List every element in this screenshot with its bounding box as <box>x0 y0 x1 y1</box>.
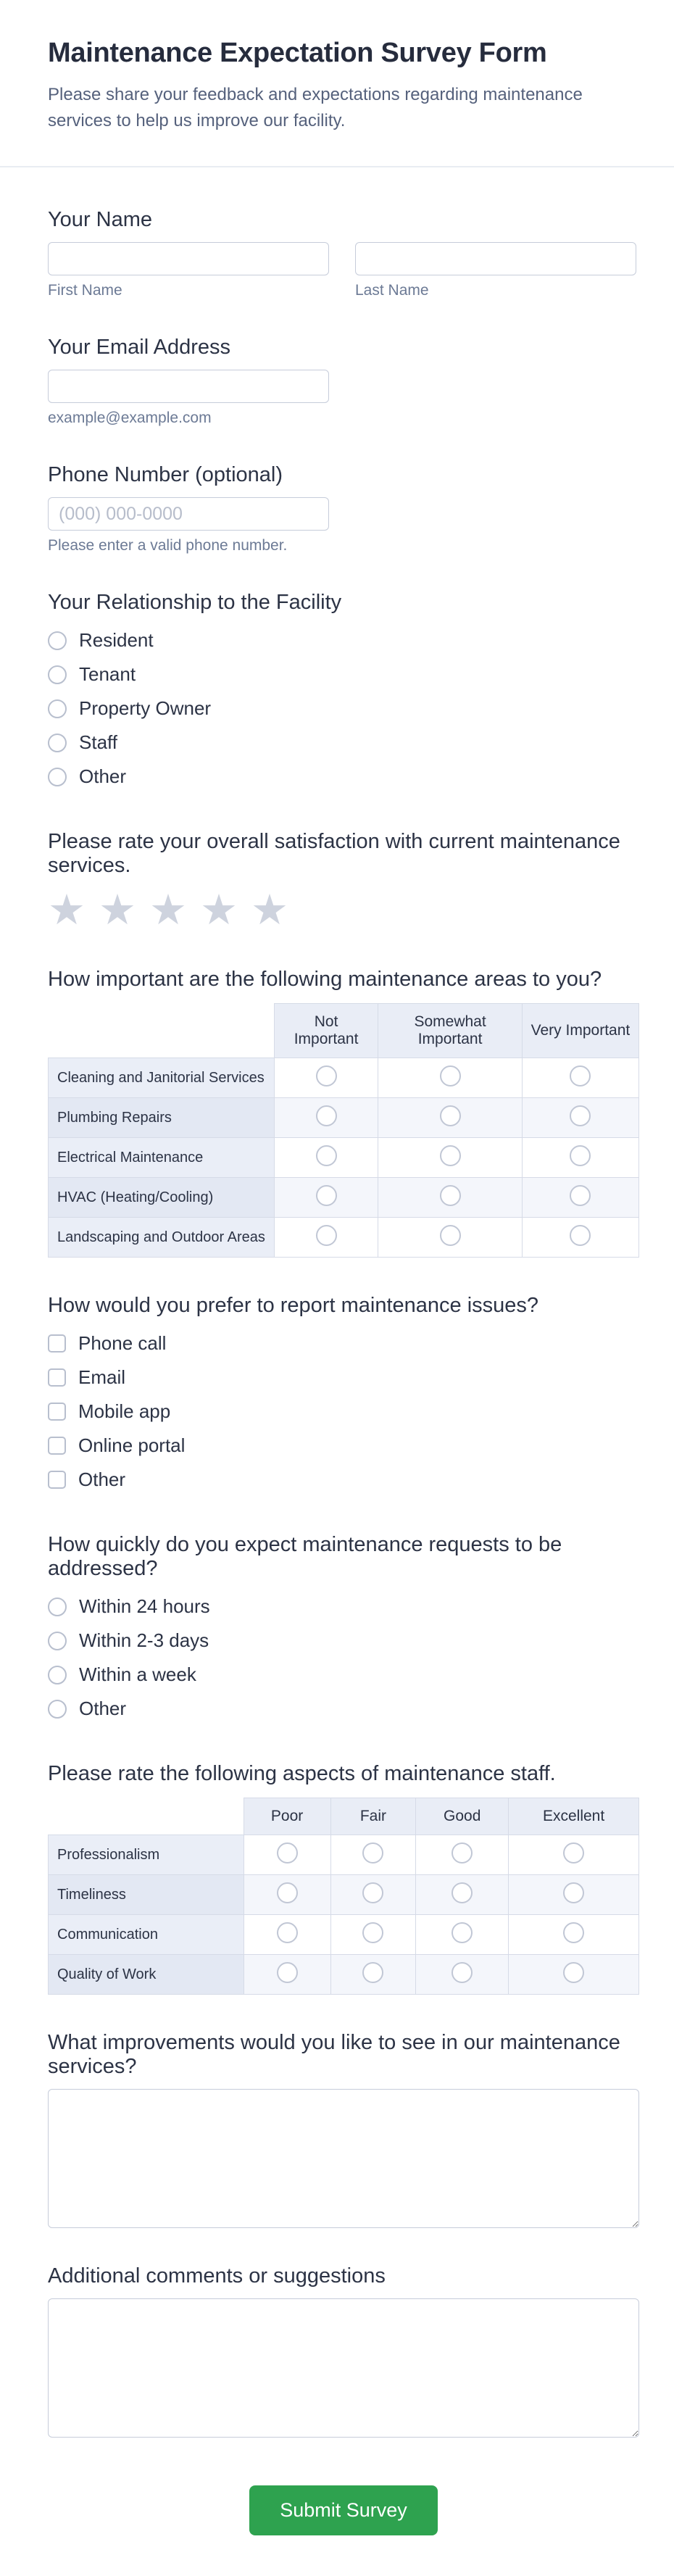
option-label: Within 24 hours <box>79 1595 210 1617</box>
matrix-row-label: Professionalism <box>49 1835 244 1875</box>
matrix-row <box>49 1098 639 1138</box>
radio-icon <box>48 1700 67 1719</box>
matrix-radio-cell[interactable] <box>330 1835 416 1875</box>
option-label: Email <box>78 1366 126 1388</box>
matrix-row-label: Quality of Work <box>49 1955 244 1995</box>
field-staff-matrix <box>48 1762 639 1995</box>
option-label: Within 2-3 days <box>79 1629 209 1651</box>
checkbox-option-mobile-app[interactable] <box>48 1395 639 1429</box>
matrix-row-label: Timeliness <box>49 1875 244 1915</box>
matrix-radio-cell[interactable] <box>274 1138 378 1178</box>
improvements-question-label: What improvements would you like to see in our maintenance services? <box>48 2031 620 2078</box>
matrix-radio-cell[interactable] <box>274 1218 378 1258</box>
improvements-textarea[interactable] <box>48 2089 639 2228</box>
radio-icon <box>563 1962 584 1983</box>
form-header <box>0 0 674 166</box>
radio-icon <box>277 1842 298 1864</box>
last-name-input[interactable] <box>355 242 636 275</box>
radio-icon <box>362 1962 383 1983</box>
name-inputs-row <box>48 242 639 299</box>
radio-icon <box>440 1105 461 1126</box>
field-your-name <box>48 208 639 299</box>
radio-icon <box>570 1145 591 1166</box>
matrix-col-header: Not Important <box>274 1004 378 1058</box>
matrix-row <box>49 1915 639 1955</box>
matrix-corner-cell <box>49 1004 275 1058</box>
matrix-header-row <box>49 1004 639 1058</box>
radio-option-resident[interactable] <box>48 623 639 657</box>
staff-question-label: Please rate the following aspects of maintenance staff. <box>48 1762 556 1785</box>
staff-matrix-table <box>48 1798 639 1995</box>
matrix-row-label: Communication <box>49 1915 244 1955</box>
star-icon-1[interactable]: ★ <box>48 886 86 934</box>
matrix-radio-cell[interactable] <box>509 1915 639 1955</box>
field-email <box>48 336 639 427</box>
radio-icon <box>316 1065 337 1087</box>
radio-icon <box>440 1065 461 1087</box>
matrix-row <box>49 1058 639 1098</box>
matrix-radio-cell[interactable] <box>378 1178 523 1218</box>
radio-option-property-owner[interactable] <box>48 691 639 726</box>
radio-icon <box>48 699 67 718</box>
star-icon-2[interactable]: ★ <box>99 886 136 934</box>
matrix-radio-cell[interactable] <box>509 1875 639 1915</box>
matrix-radio-cell[interactable] <box>522 1178 638 1218</box>
matrix-radio-cell[interactable] <box>378 1058 523 1098</box>
checkbox-option-other-report[interactable] <box>48 1463 639 1497</box>
matrix-radio-cell[interactable] <box>509 1955 639 1995</box>
matrix-col-header: Good <box>416 1798 509 1835</box>
importance-question-label: How important are the following maintenance areas to you? <box>48 968 602 991</box>
radio-icon <box>48 1597 67 1616</box>
radio-icon <box>48 1632 67 1650</box>
radio-icon <box>563 1842 584 1864</box>
checkbox-icon <box>48 1368 66 1387</box>
matrix-radio-cell[interactable] <box>416 1875 509 1915</box>
last-name-sublabel: Last Name <box>355 282 429 299</box>
email-sublabel: example@example.com <box>48 410 212 426</box>
matrix-radio-cell[interactable] <box>378 1218 523 1258</box>
relationship-options <box>48 623 639 794</box>
radio-icon <box>362 1922 383 1943</box>
radio-icon <box>362 1842 383 1864</box>
radio-icon <box>48 734 67 752</box>
radio-icon <box>440 1145 461 1166</box>
matrix-header-row <box>49 1798 639 1835</box>
matrix-row <box>49 1178 639 1218</box>
field-satisfaction <box>48 830 639 934</box>
matrix-radio-cell[interactable] <box>509 1835 639 1875</box>
matrix-radio-cell[interactable] <box>274 1058 378 1098</box>
relationship-question-label: Your Relationship to the Facility <box>48 591 342 614</box>
matrix-row-label: Plumbing Repairs <box>49 1098 275 1138</box>
radio-option-within-a-week[interactable] <box>48 1658 639 1692</box>
option-label: Tenant <box>79 663 136 685</box>
checkbox-icon <box>48 1403 66 1421</box>
checkbox-icon <box>48 1437 66 1455</box>
radio-icon <box>277 1922 298 1943</box>
matrix-col-header: Somewhat Important <box>378 1004 523 1058</box>
phone-question-label: Phone Number (optional) <box>48 463 283 486</box>
matrix-radio-cell[interactable] <box>416 1915 509 1955</box>
radio-icon <box>563 1922 584 1943</box>
matrix-row <box>49 1955 639 1995</box>
radio-icon <box>570 1105 591 1126</box>
matrix-radio-cell[interactable] <box>274 1098 378 1138</box>
matrix-row <box>49 1218 639 1258</box>
field-relationship <box>48 591 639 794</box>
first-name-subfield <box>48 242 329 299</box>
speed-question-label: How quickly do you expect maintenance requests to be addressed? <box>48 1533 562 1580</box>
radio-icon <box>316 1225 337 1246</box>
radio-icon <box>452 1842 473 1864</box>
field-report-method <box>48 1294 639 1497</box>
option-label: Resident <box>79 629 154 651</box>
checkbox-option-email[interactable] <box>48 1360 639 1395</box>
matrix-radio-cell[interactable] <box>244 1875 330 1915</box>
form-subtitle: Please share your feedback and expectations regarding maintenance services to help us improve our facility. <box>48 85 583 130</box>
field-phone <box>48 463 639 554</box>
first-name-sublabel: First Name <box>48 282 122 299</box>
matrix-row-label: Landscaping and Outdoor Areas <box>49 1218 275 1258</box>
last-name-subfield <box>355 242 636 299</box>
matrix-radio-cell[interactable] <box>416 1835 509 1875</box>
matrix-corner-cell <box>49 1798 244 1835</box>
star-icon-5[interactable]: ★ <box>251 886 288 934</box>
option-label: Phone call <box>78 1332 167 1354</box>
report-options <box>48 1326 639 1497</box>
matrix-row-label: HVAC (Heating/Cooling) <box>49 1178 275 1218</box>
matrix-row-label: Electrical Maintenance <box>49 1138 275 1178</box>
phone-sublabel: Please enter a valid phone number. <box>48 537 288 554</box>
radio-option-within-2-3-days[interactable] <box>48 1624 639 1658</box>
matrix-col-header: Very Important <box>522 1004 638 1058</box>
radio-icon <box>316 1185 337 1206</box>
satisfaction-question-label: Please rate your overall satisfaction with current maintenance services. <box>48 830 620 877</box>
matrix-radio-cell[interactable] <box>416 1955 509 1995</box>
radio-icon <box>563 1882 584 1903</box>
radio-icon <box>277 1882 298 1903</box>
checkbox-icon <box>48 1471 66 1489</box>
radio-icon <box>440 1225 461 1246</box>
phone-input[interactable] <box>48 497 329 531</box>
matrix-row <box>49 1875 639 1915</box>
field-improvements <box>48 2031 639 2228</box>
matrix-radio-cell[interactable] <box>522 1138 638 1178</box>
email-question-label: Your Email Address <box>48 336 231 359</box>
matrix-col-header: Fair <box>330 1798 416 1835</box>
matrix-radio-cell[interactable] <box>244 1835 330 1875</box>
radio-option-within-24-hours[interactable] <box>48 1590 639 1624</box>
radio-icon <box>570 1185 591 1206</box>
submit-survey-button[interactable]: Submit Survey <box>249 2485 438 2535</box>
radio-icon <box>452 1962 473 1983</box>
matrix-row <box>49 1138 639 1178</box>
matrix-radio-cell[interactable] <box>330 1955 416 1995</box>
field-importance-matrix <box>48 968 639 1258</box>
radio-icon <box>48 631 67 650</box>
checkbox-option-online-portal[interactable] <box>48 1429 639 1463</box>
radio-option-other-relationship[interactable] <box>48 760 639 794</box>
phone-input-wrap <box>48 497 639 554</box>
speed-options <box>48 1590 639 1726</box>
radio-icon <box>452 1922 473 1943</box>
star-rating <box>48 886 639 934</box>
matrix-col-header: Excellent <box>509 1798 639 1835</box>
comments-question-label: Additional comments or suggestions <box>48 2264 386 2288</box>
radio-icon <box>452 1882 473 1903</box>
radio-icon <box>316 1105 337 1126</box>
form-body <box>0 167 674 2576</box>
first-name-input[interactable] <box>48 242 329 275</box>
matrix-radio-cell[interactable] <box>522 1218 638 1258</box>
name-question-label: Your Name <box>48 208 153 231</box>
field-comments <box>48 2264 639 2438</box>
matrix-radio-cell[interactable] <box>244 1915 330 1955</box>
option-label: Staff <box>79 731 118 753</box>
radio-option-staff[interactable] <box>48 726 639 760</box>
matrix-radio-cell[interactable] <box>330 1915 416 1955</box>
matrix-radio-cell[interactable] <box>522 1058 638 1098</box>
matrix-row <box>49 1835 639 1875</box>
radio-icon <box>48 768 67 786</box>
radio-icon <box>362 1882 383 1903</box>
radio-option-other-speed[interactable] <box>48 1692 639 1726</box>
matrix-col-header: Poor <box>244 1798 330 1835</box>
email-input-wrap <box>48 370 639 427</box>
radio-icon <box>277 1962 298 1983</box>
option-label: Mobile app <box>78 1400 171 1422</box>
field-response-time <box>48 1533 639 1726</box>
radio-icon <box>48 1666 67 1684</box>
importance-matrix-table <box>48 1003 639 1258</box>
matrix-radio-cell[interactable] <box>378 1098 523 1138</box>
checkbox-option-phone-call[interactable] <box>48 1326 639 1360</box>
radio-option-tenant[interactable] <box>48 657 639 691</box>
radio-icon <box>440 1185 461 1206</box>
matrix-radio-cell[interactable] <box>274 1178 378 1218</box>
matrix-radio-cell[interactable] <box>244 1955 330 1995</box>
option-label: Other <box>78 1468 126 1490</box>
email-input[interactable] <box>48 370 329 403</box>
star-icon-4[interactable]: ★ <box>200 886 238 934</box>
matrix-row-label: Cleaning and Janitorial Services <box>49 1058 275 1098</box>
radio-icon <box>570 1065 591 1087</box>
submit-section <box>48 2485 639 2547</box>
matrix-radio-cell[interactable] <box>330 1875 416 1915</box>
radio-icon <box>316 1145 337 1166</box>
option-label: Other <box>79 1698 127 1719</box>
report-question-label: How would you prefer to report maintenance issues? <box>48 1294 539 1317</box>
radio-icon <box>48 665 67 684</box>
radio-icon <box>570 1225 591 1246</box>
option-label: Online portal <box>78 1434 186 1456</box>
checkbox-icon <box>48 1334 66 1353</box>
matrix-radio-cell[interactable] <box>378 1138 523 1178</box>
matrix-radio-cell[interactable] <box>522 1098 638 1138</box>
form-title: Maintenance Expectation Survey Form <box>48 38 547 68</box>
option-label: Within a week <box>79 1663 196 1685</box>
comments-textarea[interactable] <box>48 2298 639 2438</box>
option-label: Property Owner <box>79 697 212 719</box>
option-label: Other <box>79 765 127 787</box>
star-icon-3[interactable]: ★ <box>149 886 187 934</box>
